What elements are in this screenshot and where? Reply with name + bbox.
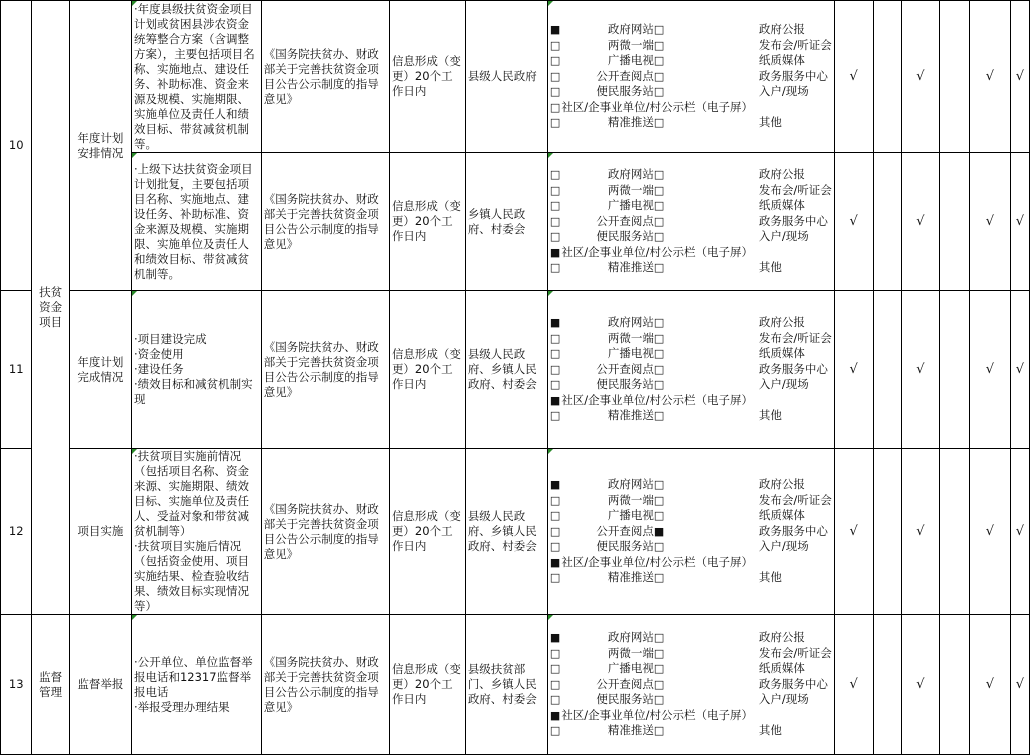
scope-check: √: [901, 615, 940, 755]
unchecked-box-icon: □: [653, 38, 665, 52]
channel-label: 政务服务中心: [758, 68, 828, 83]
channel-option-gov-service: [654, 677, 828, 693]
channel-option-broadcast: [550, 661, 654, 677]
scope-check: √: [901, 153, 940, 291]
unchecked-box-icon: □: [653, 183, 665, 197]
channel-option-broadcast: [550, 198, 654, 214]
unchecked-box-icon: □: [549, 100, 561, 114]
scope-check: √: [834, 153, 873, 291]
scope-check: √: [834, 1, 873, 153]
channel-option-press: [654, 331, 832, 347]
unchecked-box-icon: □: [549, 646, 561, 660]
channel-option-broadcast: [550, 346, 654, 362]
scope-check: √: [834, 291, 873, 449]
scope-check: √: [970, 449, 1011, 615]
channel-option-push: [550, 570, 654, 586]
disclosure-time: 信息形成（变更）20个工作日内: [389, 615, 465, 755]
unchecked-box-icon: □: [653, 199, 665, 213]
scope-check: √: [970, 615, 1011, 755]
unchecked-box-icon: □: [653, 316, 665, 330]
row-number: 12: [1, 449, 32, 615]
channel-option-gov-site: [550, 630, 654, 646]
disclosure-subject: 乡镇人民政府、村委会: [465, 153, 547, 291]
channel-label: 政府网站: [607, 167, 654, 182]
channel-option-gov-gazette: [654, 477, 805, 493]
channel-label: 精准推送: [607, 408, 654, 423]
channel-option-public-query: [550, 524, 654, 540]
scope-check: [873, 291, 901, 449]
disclosure-basis: 《国务院扶贫办、财政部关于完善扶贫资金项目公告公示制度的指导意见》: [261, 615, 389, 755]
channel-label: 政府公报: [758, 315, 805, 330]
disclosure-basis: 《国务院扶贫办、财政部关于完善扶贫资金项目公告公示制度的指导意见》: [261, 449, 389, 615]
channel-option-press: [654, 183, 832, 199]
channel-label: 公开查阅点: [596, 213, 654, 228]
channel-option-gov-site: [550, 167, 654, 183]
channel-label: 广播电视: [607, 346, 654, 361]
channel-option-gov-gazette: [654, 315, 805, 331]
channel-option-paper: [654, 53, 805, 69]
channel-option-convenience: [550, 229, 654, 245]
channel-option-household: [654, 539, 809, 555]
channel-label: 其他: [758, 260, 782, 275]
channel-label: 纸质媒体: [758, 661, 805, 676]
row-number: 11: [1, 291, 32, 449]
channel-label: 便民服务站: [596, 84, 654, 99]
channel-option-press: [654, 646, 832, 662]
unchecked-box-icon: □: [549, 168, 561, 182]
channel-label: 政府网站: [607, 477, 654, 492]
scope-check: √: [970, 1, 1011, 153]
channel-option-public-query: [550, 214, 654, 230]
unchecked-box-icon: □: [549, 571, 561, 585]
unchecked-box-icon: □: [549, 409, 561, 423]
channel-label: 其他: [758, 570, 782, 585]
channel-label: 政务服务中心: [758, 523, 828, 538]
channel-label: 广播电视: [607, 53, 654, 68]
checked-box-icon: ■: [549, 555, 561, 569]
unchecked-box-icon: □: [653, 662, 665, 676]
channel-option-press: [654, 493, 832, 509]
content-line: ·建设任务: [133, 362, 184, 376]
channel-label: 两微一端: [607, 645, 654, 660]
scope-check: [940, 291, 970, 449]
unchecked-box-icon: □: [653, 54, 665, 68]
unchecked-box-icon: □: [653, 646, 665, 660]
channel-option-public-query: [550, 677, 654, 693]
unchecked-box-icon: □: [653, 378, 665, 392]
scope-check: √: [834, 449, 873, 615]
content-line: ·资金使用: [133, 347, 184, 361]
channel-option-gov-site: [550, 315, 654, 331]
unchecked-box-icon: □: [653, 85, 665, 99]
category-cell: 扶贫资金项目: [32, 1, 69, 615]
item-cell: 年度计划安排情况: [69, 1, 131, 291]
channel-label: 公开查阅点: [596, 361, 654, 376]
channel-label: 纸质媒体: [758, 53, 805, 68]
channel-label: 纸质媒体: [758, 346, 805, 361]
channel-label: 政府公报: [758, 22, 805, 37]
disclosure-subject: 县级人民政府、乡镇人民政府、村委会: [465, 449, 547, 615]
scope-check: [940, 615, 970, 755]
unchecked-box-icon: □: [549, 85, 561, 99]
checked-box-icon: ■: [549, 478, 561, 492]
channel-option-two-weibo: [550, 493, 654, 509]
scope-check: √: [1010, 1, 1029, 153]
unchecked-box-icon: □: [549, 214, 561, 228]
disclosure-basis: 《国务院扶贫办、财政部关于完善扶贫资金项目公告公示制度的指导意见》: [261, 1, 389, 153]
unchecked-box-icon: □: [549, 677, 561, 691]
item-cell: 年度计划完成情况: [69, 291, 131, 449]
content-line: ·年度县级扶贫资金项目计划或贫困县涉农资金统筹整合方案（含调整方案），主要包括项目名称、实施地点、建设任务、补助标准、资金来源及规模、实施期限、实施单位及责任人和绩效目标、带贫减贫机制等。: [133, 1, 255, 151]
scope-check: √: [1010, 449, 1029, 615]
unchecked-box-icon: □: [549, 362, 561, 376]
channel-option-press: [654, 38, 832, 54]
channel-label: 纸质媒体: [758, 508, 805, 523]
channel-label: 两微一端: [607, 37, 654, 52]
unchecked-box-icon: □: [549, 183, 561, 197]
unchecked-box-icon: □: [549, 69, 561, 83]
channel-label: 政府公报: [758, 477, 805, 492]
disclosure-content: [131, 153, 261, 291]
channel-option-other: [654, 260, 782, 276]
channel-option-convenience: [550, 84, 654, 100]
unchecked-box-icon: □: [653, 693, 665, 707]
table-row: [1, 1, 1030, 153]
unchecked-box-icon: □: [653, 116, 665, 130]
channel-label: 广播电视: [607, 198, 654, 213]
disclosure-subject: 县级人民政府: [465, 1, 547, 153]
channel-label: 纸质媒体: [758, 198, 805, 213]
channel-label: 政府公报: [758, 167, 805, 182]
channel-label: 精准推送: [607, 570, 654, 585]
disclosure-subject: 县级扶贫部门、乡镇人民政府、村委会: [465, 615, 547, 755]
channel-option-other: [654, 570, 782, 586]
unchecked-box-icon: □: [653, 724, 665, 738]
channel-label: 发布会/听证会: [758, 492, 832, 507]
unchecked-box-icon: □: [549, 540, 561, 554]
channel-option-two-weibo: [550, 183, 654, 199]
content-line: ·上级下达扶贫资金项目计划批复，主要包括项目名称、实施地点、建设任务、补助标准、资金来源及规模、实施期限、实施单位及责任人和绩效目标、带贫减贫机制等。: [133, 161, 253, 281]
channel-option-other: [654, 115, 782, 131]
channel-option-gov-gazette: [654, 630, 805, 646]
disclosure-content: [131, 1, 261, 153]
unchecked-box-icon: □: [549, 662, 561, 676]
channel-label: 精准推送: [607, 723, 654, 738]
publish-channels: [547, 153, 834, 291]
checked-box-icon: ■: [549, 23, 561, 37]
content-line: ·扶贫项目实施前情况（包括项目名称、资金来源、实施期限、绩效目标、实施单位及责任人、受益对象和带贫减贫机制等）: [133, 449, 249, 538]
content-line: ·举报受理办理结果: [133, 699, 230, 714]
table-row: [1, 615, 1030, 755]
unchecked-box-icon: □: [653, 362, 665, 376]
channel-option-paper: [654, 346, 805, 362]
channel-label: 其他: [758, 408, 782, 423]
unchecked-box-icon: □: [549, 54, 561, 68]
unchecked-box-icon: □: [549, 524, 561, 538]
channel-label: 发布会/听证会: [758, 645, 832, 660]
unchecked-box-icon: □: [653, 493, 665, 507]
channel-label: 发布会/听证会: [758, 330, 832, 345]
unchecked-box-icon: □: [549, 230, 561, 244]
scope-check: [873, 449, 901, 615]
checked-box-icon: ■: [549, 708, 561, 722]
channel-label: 便民服务站: [596, 539, 654, 554]
channel-label: 政务服务中心: [758, 676, 828, 691]
unchecked-box-icon: □: [653, 230, 665, 244]
table-row: [1, 449, 1030, 615]
unchecked-box-icon: □: [549, 509, 561, 523]
disclosure-time: 信息形成（变更）20个工作日内: [389, 449, 465, 615]
channel-label: 公开查阅点: [596, 68, 654, 83]
unchecked-box-icon: □: [653, 214, 665, 228]
scope-check: [873, 1, 901, 153]
publish-channels: [547, 615, 834, 755]
disclosure-subject: 县级人民政府、乡镇人民政府、村委会: [465, 291, 547, 449]
unchecked-box-icon: □: [549, 38, 561, 52]
channel-label: 政府公报: [758, 630, 805, 645]
unchecked-box-icon: □: [549, 347, 561, 361]
unchecked-box-icon: □: [653, 509, 665, 523]
channel-label: 便民服务站: [596, 229, 654, 244]
channel-label: 公开查阅点: [596, 676, 654, 691]
content-line: ·项目建设完成: [133, 332, 207, 346]
scope-check: √: [901, 1, 940, 153]
unchecked-box-icon: □: [653, 409, 665, 423]
disclosure-content: [131, 615, 261, 755]
channel-label: 精准推送: [607, 115, 654, 130]
channel-option-public-query: [550, 69, 654, 85]
disclosure-content: [131, 291, 261, 449]
row-number: 10: [1, 1, 32, 291]
channel-option-gov-service: [654, 524, 828, 540]
channel-option-gov-gazette: [654, 22, 805, 38]
unchecked-box-icon: □: [653, 478, 665, 492]
scope-check: √: [1010, 153, 1029, 291]
channel-option-paper: [654, 508, 805, 524]
channel-option-gov-site: [550, 477, 654, 493]
channel-label: 两微一端: [607, 182, 654, 197]
unchecked-box-icon: □: [549, 199, 561, 213]
channel-label: 便民服务站: [596, 377, 654, 392]
item-cell: 监督举报: [69, 615, 131, 755]
channel-label: 社区/企事业单位/村公示栏（电子屏）: [561, 554, 754, 569]
channel-option-two-weibo: [550, 331, 654, 347]
unchecked-box-icon: □: [549, 693, 561, 707]
checked-box-icon: ■: [549, 393, 561, 407]
channel-label: 社区/企事业单位/村公示栏（电子屏）: [561, 99, 754, 114]
channel-label: 政府网站: [607, 22, 654, 37]
channel-option-push: [550, 260, 654, 276]
content-line: ·绩效目标和减贫机制实现: [133, 377, 253, 406]
category-cell: 监督管理: [32, 615, 69, 755]
checked-box-icon: ■: [549, 631, 561, 645]
channel-option-community: [550, 555, 753, 571]
unchecked-box-icon: □: [549, 331, 561, 345]
scope-check: [873, 153, 901, 291]
disclosure-time: 信息形成（变更）20个工作日内: [389, 291, 465, 449]
scope-check: √: [901, 449, 940, 615]
channel-option-household: [654, 377, 809, 393]
channel-option-convenience: [550, 539, 654, 555]
scope-check: [873, 615, 901, 755]
channel-label: 公开查阅点: [596, 523, 654, 538]
channel-label: 入户/现场: [758, 692, 809, 707]
channel-label: 入户/现场: [758, 84, 809, 99]
table-row: [1, 153, 1030, 291]
channel-option-public-query: [550, 362, 654, 378]
channel-option-broadcast: [550, 508, 654, 524]
scope-check: √: [901, 291, 940, 449]
unchecked-box-icon: □: [549, 261, 561, 275]
channel-label: 入户/现场: [758, 539, 809, 554]
scope-check: [940, 153, 970, 291]
channel-label: 入户/现场: [758, 377, 809, 392]
disclosure-basis: 《国务院扶贫办、财政部关于完善扶贫资金项目公告公示制度的指导意见》: [261, 153, 389, 291]
unchecked-box-icon: □: [653, 540, 665, 554]
channel-option-paper: [654, 661, 805, 677]
channel-option-convenience: [550, 692, 654, 708]
channel-option-push: [550, 408, 654, 424]
unchecked-box-icon: □: [549, 378, 561, 392]
channel-label: 政府网站: [607, 630, 654, 645]
content-line: ·扶贫项目实施后情况（包括资金使用、项目实施结果、检查验收结果、绩效目标实现情况等）: [133, 539, 249, 613]
channel-label: 发布会/听证会: [758, 182, 832, 197]
channel-label: 社区/企事业单位/村公示栏（电子屏）: [561, 707, 754, 722]
channel-option-community: [550, 245, 753, 261]
scope-check: √: [970, 291, 1011, 449]
channel-option-paper: [654, 198, 805, 214]
disclosure-content: [131, 449, 261, 615]
unchecked-box-icon: □: [653, 677, 665, 691]
scope-check: [940, 1, 970, 153]
disclosure-basis: 《国务院扶贫办、财政部关于完善扶贫资金项目公告公示制度的指导意见》: [261, 291, 389, 449]
channel-label: 政务服务中心: [758, 213, 828, 228]
channel-option-gov-service: [654, 214, 828, 230]
unchecked-box-icon: □: [653, 331, 665, 345]
checked-box-icon: ■: [549, 316, 561, 330]
channel-label: 其他: [758, 115, 782, 130]
channel-label: 社区/企事业单位/村公示栏（电子屏）: [561, 244, 754, 259]
checked-box-icon: ■: [549, 245, 561, 259]
channel-option-gov-service: [654, 362, 828, 378]
unchecked-box-icon: □: [653, 69, 665, 83]
channel-label: 两微一端: [607, 492, 654, 507]
channel-label: 发布会/听证会: [758, 37, 832, 52]
channel-label: 便民服务站: [596, 692, 654, 707]
channel-label: 入户/现场: [758, 229, 809, 244]
channel-option-household: [654, 692, 809, 708]
channel-option-community: [550, 393, 753, 409]
unchecked-box-icon: □: [653, 571, 665, 585]
unchecked-box-icon: □: [653, 347, 665, 361]
channel-label: 两微一端: [607, 330, 654, 345]
disclosure-time: 信息形成（变更）20个工作日内: [389, 1, 465, 153]
content-line: ·公开单位、单位监督举报电话和12317监督举报电话: [133, 654, 253, 699]
channel-label: 社区/企事业单位/村公示栏（电子屏）: [561, 392, 754, 407]
disclosure-time: 信息形成（变更）20个工作日内: [389, 153, 465, 291]
channel-option-gov-gazette: [654, 167, 805, 183]
channel-option-push: [550, 115, 654, 131]
channel-option-push: [550, 723, 654, 739]
channel-option-other: [654, 408, 782, 424]
channel-option-household: [654, 229, 809, 245]
channel-option-community: [550, 100, 753, 116]
checked-box-icon: ■: [653, 524, 665, 538]
channel-option-household: [654, 84, 809, 100]
publish-channels: [547, 449, 834, 615]
channel-option-other: [654, 723, 782, 739]
scope-check: √: [1010, 615, 1029, 755]
publish-channels: [547, 1, 834, 153]
channel-option-two-weibo: [550, 646, 654, 662]
item-cell: 项目实施: [69, 449, 131, 615]
unchecked-box-icon: □: [653, 261, 665, 275]
channel-label: 广播电视: [607, 508, 654, 523]
channel-option-broadcast: [550, 53, 654, 69]
unchecked-box-icon: □: [653, 631, 665, 645]
row-number: 13: [1, 615, 32, 755]
channel-label: 政务服务中心: [758, 361, 828, 376]
channel-option-two-weibo: [550, 38, 654, 54]
scope-check: √: [1010, 291, 1029, 449]
unchecked-box-icon: □: [549, 493, 561, 507]
channel-label: 其他: [758, 723, 782, 738]
publish-channels: [547, 291, 834, 449]
channel-option-convenience: [550, 377, 654, 393]
unchecked-box-icon: □: [549, 724, 561, 738]
channel-option-gov-service: [654, 69, 828, 85]
channel-option-gov-site: [550, 22, 654, 38]
table-row: [1, 291, 1030, 449]
scope-check: [940, 449, 970, 615]
channel-label: 精准推送: [607, 260, 654, 275]
scope-check: √: [834, 615, 873, 755]
unchecked-box-icon: □: [653, 23, 665, 37]
scope-check: √: [970, 153, 1011, 291]
channel-label: 广播电视: [607, 661, 654, 676]
unchecked-box-icon: □: [549, 116, 561, 130]
channel-label: 政府网站: [607, 315, 654, 330]
channel-option-community: [550, 708, 753, 724]
unchecked-box-icon: □: [653, 168, 665, 182]
